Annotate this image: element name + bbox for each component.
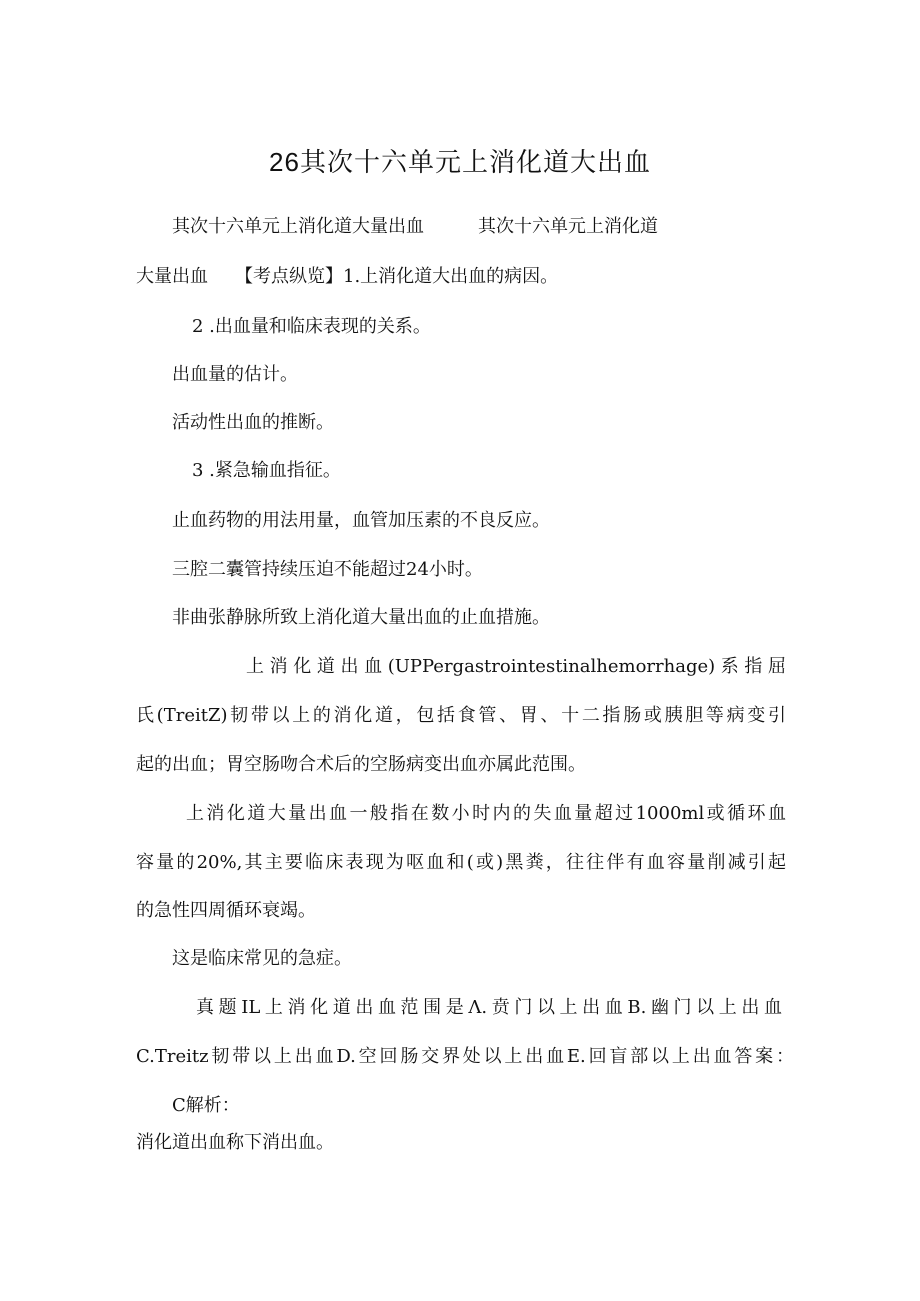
- text-line-6: 3 .紧急输血指征。: [192, 460, 341, 481]
- text-line-20: 消化道出血称下消出血。: [136, 1132, 334, 1153]
- text-line-7: 止血药物的用法用量，血管加压素的不良反应。: [172, 510, 550, 531]
- text-line-17: 真题IL上消化道出血范围是Λ.贲门以上出血B.幽门以上出血: [196, 997, 782, 1018]
- text-line-11: 氏(TreitZ)韧带以上的消化道，包括食管、胃、十二指肠或胰胆等病变引: [136, 705, 786, 726]
- text-line-18: C.Treitz韧带以上出血D.空回肠交界处以上出血E.回盲部以上出血答案：: [136, 1046, 794, 1067]
- text-line-12: 起的出血；胃空肠吻合术后的空肠病变出血亦属此范围。: [136, 754, 586, 775]
- text-line-10: 上消化道出血(UPPergastrointestinalhemorrhage)系指屈: [246, 656, 786, 677]
- text-line-9: 非曲张静脉所致上消化道大量出血的止血措施。: [172, 607, 550, 628]
- text-line-15: 的急性四周循环衰竭。: [136, 900, 316, 921]
- text-line-8: 三腔二囊管持续压迫不能超过24小时。: [172, 559, 483, 580]
- text-line-16: 这是临床常见的急症。: [172, 948, 352, 969]
- text-line-5: 活动性出血的推断。: [172, 412, 334, 433]
- text-line-14: 容量的20%,其主要临床表现为呕血和(或)黑粪，往往伴有血容量削减引起: [136, 852, 786, 873]
- text-line-4: 出血量的估计。: [172, 364, 298, 385]
- text-line-19: C解析：: [172, 1095, 240, 1116]
- document-title: 26其次十六单元上消化道大出血: [269, 147, 651, 177]
- text-line-13: 上消化道大量出血一般指在数小时内的失血量超过1000ml或循环血: [186, 803, 786, 824]
- text-line-2: 大量出血 【考点纵览】1.上消化道大出血的病因。: [136, 266, 559, 287]
- text-line-3: 2 .出血量和临床表现的关系。: [192, 316, 431, 337]
- text-line-1: 其次十六单元上消化道大量出血 其次十六单元上消化道: [172, 216, 658, 237]
